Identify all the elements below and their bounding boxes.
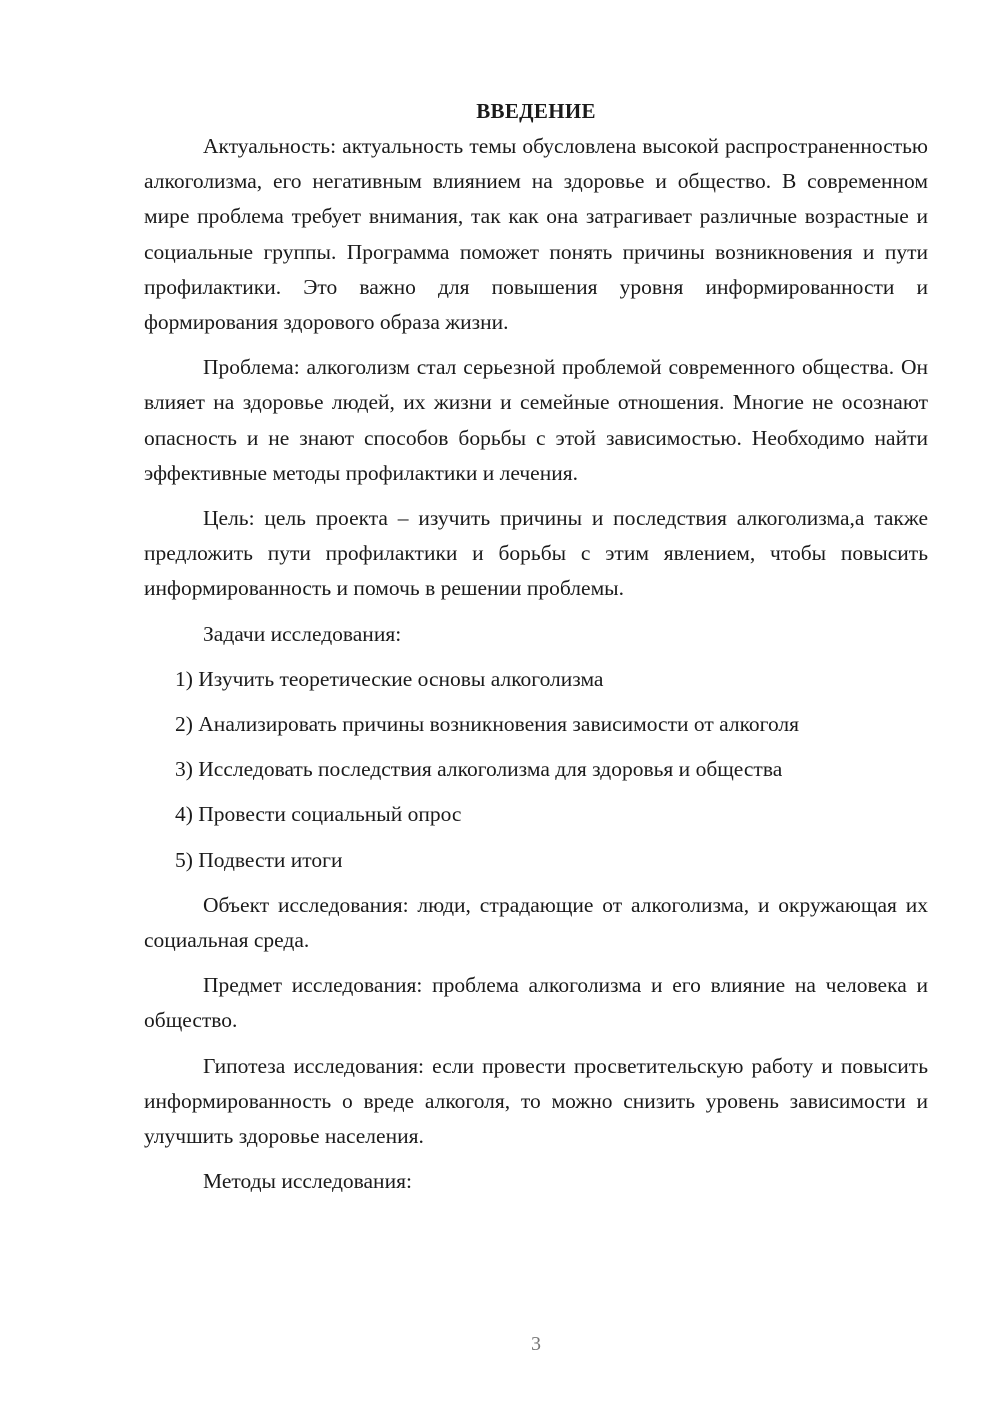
paragraph-hypothesis: Гипотеза исследования: если провести просветительскую работу и повысить информированность о вреде алкоголя, то можно снизить уровень зависимости и улучшить здоровье населения.: [144, 1053, 928, 1149]
tasks-list: [144, 662, 928, 878]
task-item-2: 2) Анализировать причины возникновения зависимости от алкоголя: [175, 712, 800, 737]
task-item-1: 1) Изучить теоретические основы алкоголизма: [175, 666, 604, 691]
document-page: [144, 94, 928, 1209]
task-item-3: 3) Исследовать последствия алкоголизма для здоровья и общества: [175, 757, 783, 782]
paragraph-goal: Цель: цель проекта – изучить причины и последствия алкоголизма,а также предложить пути профилактики и борьбы с этим явлением, чтобы повысить информированность и помочь в решении проблемы.: [144, 506, 928, 601]
page-number: 3: [531, 1333, 541, 1355]
paragraph-tasks-heading: Задачи исследования:: [203, 621, 402, 646]
section-title: ВВЕДЕНИЕ: [476, 99, 596, 123]
paragraph-subject: Предмет исследования: проблема алкоголизма и его влияние на человека и общество.: [144, 973, 928, 1033]
paragraph-object: Объект исследования: люди, страдающие от алкоголизма, и окружающая их социальная среда.: [144, 892, 928, 953]
paragraph-problem: Проблема: алкоголизм стал серьезной проблемой современного общества. Он влияет на здоровье людей, их жизни и семейные отношения. Многие не осознают опасность и не знают способов борьбы с этой зависимостью. Необходимо найти эффективные методы профилактики и лечения.: [144, 355, 928, 485]
task-item-4: 4) Провести социальный опрос: [175, 802, 462, 827]
paragraph-relevance: Актуальность: актуальность темы обусловлена высокой распространенностью алкоголизма, его негативным влиянием на здоровье и общество. В современном мире проблема требует внимания, так как она затрагивает различные возрастные и социальные группы. Программа поможет понять причины возникновения и пути профилактики. Это важно для повышения уровня информированности и формирования здорового образа жизни.: [144, 134, 928, 335]
paragraph-methods-heading: Методы исследования:: [203, 1169, 412, 1194]
task-item-5: 5) Подвести итоги: [175, 847, 343, 872]
